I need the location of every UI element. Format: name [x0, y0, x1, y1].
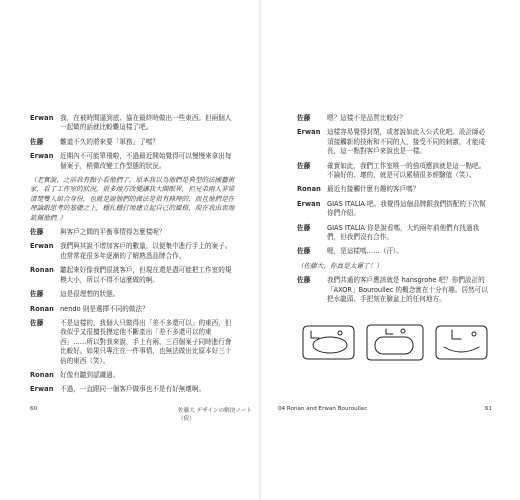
dialogue-text: 不過，一直跟同一個客戶做事也不是有好無壞啊。 [60, 385, 206, 394]
dialogue-text: 難道不久的將來要「軍務」了嗎？ [60, 137, 159, 146]
page-number: 61 [485, 406, 493, 412]
speaker-name: 佐藤 [297, 247, 311, 256]
running-title: 04 Ronan and Erwan Bouroullec [278, 406, 368, 412]
speaker-name: 佐藤 [30, 290, 44, 299]
dialogue-text: 近期內不可能單飛啦，不過最近開始覺得可以慢慢來拿出每個案子，稍微改變工作型態的狀況。 [60, 152, 232, 170]
speaker-name: Ronan [30, 370, 54, 379]
dialogue-line [30, 319, 238, 366]
dialogue-text: 我們與其說不增加客戶的數量，以便集中進行手上的案子。也常常花很多年逐漸的了解熟悉品牌合作。 [60, 242, 232, 260]
dialogue-text: 聽起來好像我們很挑客戶，但現在還是盡可能把工作室的規模大小，所以不得不這麼做的啊。 [60, 266, 232, 284]
dialogue-text: GIAS ITALIA 吧。我覺得這個品牌跟我們搭配的下次幫你們介紹。 [327, 199, 486, 218]
dialogue-line [30, 114, 238, 133]
dialogue-line [297, 128, 489, 156]
dialogue-text: 最近有接觸什麼有趣的客戶嗎？ [327, 185, 420, 194]
dialogue-text: 我們共通的客戶應該就是 hansgrohe 吧？你們設計的「AXOR」Bouroullec 的概念實在十分有趣。居然可以把水龍頭、手把刻在臉盆上的任何地方。 [327, 276, 488, 304]
dialogue-text: 與客戶之間的平衡事情得怎麼樣呢？ [60, 228, 166, 237]
speaker-name: Erwan [297, 199, 321, 208]
speaker-name: Erwan [30, 242, 54, 251]
dialogue-text: nendo 則是選擇不同的做法？ [60, 304, 149, 313]
dialogue-line [30, 371, 238, 380]
running-title: 佐藤大 デザインの解決ノート（仮） [178, 408, 252, 422]
speaker-name: 佐藤 [297, 276, 311, 285]
left-page-text [30, 114, 238, 400]
dialogue-line [297, 162, 489, 181]
dialogue-line [30, 266, 238, 285]
dialogue-line [297, 276, 489, 304]
speaker-name: 佐藤 [297, 114, 311, 122]
speaker-name: 佐藤 [297, 161, 311, 170]
dialogue-line [30, 385, 238, 394]
speaker-name: Erwan [30, 152, 54, 161]
editor-note: （佐藤大，你真是太遲了！） [297, 261, 383, 270]
speaker-name: Ronan [30, 304, 54, 313]
sketch-panel-3 [436, 326, 487, 359]
speaker-name: Erwan [297, 128, 321, 137]
dialogue-line [30, 228, 238, 237]
left-page [0, 0, 259, 500]
dialogue-text: 這是很理想的狀態。 [60, 290, 120, 299]
speaker-name: 佐藤 [297, 223, 311, 232]
dialogue-text: 好像有聽到認識過。 [60, 370, 120, 379]
editor-note: （老實說，之前我有點小看他們了，原本我以為他們是典型的法國藝術家，看了工作室的狀況，很多地方改變讓我大開眼界，但兄弟兩人非常清楚雙人組合身份，也就是說他們的做法是很有條理的，而且他們是在理論跟思考的基礎之上，穩扎穩打地建立起自己的風格，現在我由衷地欽佩他們。） [30, 176, 235, 222]
dialogue-text: GIAS ITALIA 你是說看嗎，大約兩年前他們有找過我們，但我們沒有合作。 [327, 223, 480, 242]
right-page-text [297, 114, 489, 310]
speaker-name: 佐藤 [30, 228, 44, 237]
dialogue-line [297, 224, 489, 243]
faucet-sketch-illustration [299, 323, 490, 363]
dialogue-line [30, 290, 238, 299]
dialogue-line [297, 185, 489, 194]
dialogue-line [297, 114, 489, 123]
dialogue-text: 嗯？這樣不是品質比較好？ [327, 114, 407, 122]
dialogue-text: 這樣容易覺得封閉，或者說如此入公式化吧。設計師必須接觸新的技術和不同的人，接受不同的刺激，才能成長，這一點對客戶來說也是一樣。 [327, 128, 486, 156]
sketch-panel-1 [303, 326, 354, 359]
speaker-name: Ronan [297, 185, 321, 194]
speaker-name: 佐藤 [30, 318, 44, 327]
dialogue-text: 不是這樣的，我個人只做得出「差不多還可以」的東西，但我似乎又很擅長摸定他不斷產出「差不多還可以的東西」……所以對我來說，手上有兩、三百個案子同時進行會比較好。如果只專注在一件事情，也無法做出比原本好三十倍的東西（笑）。 [60, 318, 232, 365]
speaker-name: Erwan [30, 385, 54, 394]
page-number: 60 [30, 406, 38, 412]
speaker-name: Ronan [30, 266, 54, 275]
dialogue-text: 我，在被時間逼到底、協在最終時做出一些東西。但兩個人一起做的話就比較難這樣了吧。 [60, 114, 232, 132]
dialogue-line [297, 200, 489, 219]
dialogue-line [30, 242, 238, 261]
dialogue-text: 喔，是這樣嗎……（汗）。 [327, 247, 403, 256]
speaker-name: 佐藤 [30, 137, 44, 146]
dialogue-line [30, 152, 238, 171]
dialogue-line [30, 138, 238, 147]
dialogue-line [297, 247, 489, 256]
sketch-panel-2 [367, 325, 423, 360]
dialogue-line [30, 305, 238, 314]
speaker-name: Erwan [30, 114, 54, 122]
dialogue-text: 確實如此，我們工作室唯一的強項應該就是這一點吧。不論好的、壞的，就是可以累積很多經驗值（笑）。 [327, 161, 486, 180]
